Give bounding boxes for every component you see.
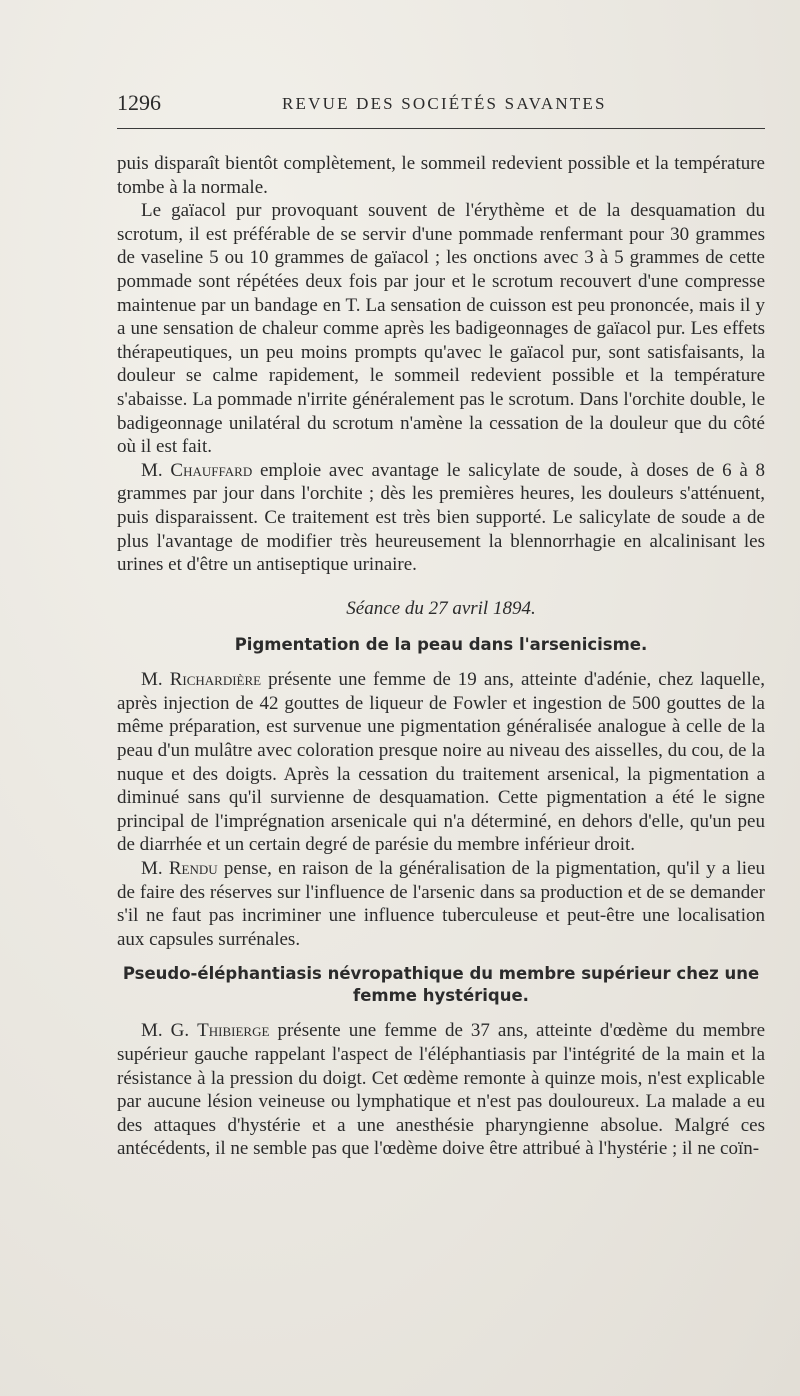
paragraph-richardiere xyxy=(117,668,765,857)
speaker-name: Chauffard xyxy=(170,459,253,481)
page-number: 1296 xyxy=(117,90,161,115)
section-title-arsenicisme: Pigmentation de la peau dans l'arsenicisme. xyxy=(234,635,648,655)
paragraph-continuation: puis disparaît bientôt complètement, le sommeil redevient possible et la température tombe à la normale. xyxy=(117,153,765,198)
paragraph-gaiacol: Le gaïacol pur provoquant souvent de l'érythème et de la desquamation du scrotum, il est préférable de se servir d'une pommade renfermant pour 30 grammes de vaseline 5 ou 10 grammes de gaïacol ; les onctions avec 3 à 5 grammes de cette pommade sont répétées deux fois par jour et le scrotum recouvert d'une compresse maintenue par un bandage en T. La sensation de cuisson est peu prononcée, mais il y a une sensation de chaleur comme après les badigeonnages de gaïacol pur. Les effets thérapeutiques, un peu moins prompts qu'avec le gaïacol pur, sont satisfaisants, la douleur se calme rapidement, le sommeil redevient possible et la température s'abaisse. La pommade n'irrite généralement pas le scrotum. Dans l'orchite double, le badigeonnage unilatéral du scrotum n'amène la cessation de la douleur que du côté où il est fait. xyxy=(117,200,765,458)
paragraph-text: présente une femme de 37 ans, atteinte d'œdème du membre supérieur gauche rappelant l'aspect de l'éléphantiasis par l'intégrité de la main et la résistance à la pression du doigt. Cet œdème remonte à quinze mois, n'est explicable par aucune lésion veineuse ou lymphatique et n'est pas douloureux. La malade a eu des attaques d'hystérie et a une anesthésie pharyngienne absolue. Malgré ces antécédents, il ne semble pas que l'œdème doive être attribué à l'hystérie ; il ne coïn- xyxy=(117,1020,766,1160)
speaker-name: Rendu xyxy=(168,858,218,880)
paragraph-text: présente une femme de 19 ans, atteinte d'adénie, chez laquelle, après injection de 42 gouttes de liqueur de Fowler et ingestion de 500 gouttes de la même préparation, est survenue une pigmentation généralisée analogue à celle de la peau d'un mulâtre avec coloration presque noire au niveau des aisselles, du cou, de la nuque et des doigts. Après la cessation du traitement arsenical, la pigmentation a diminué sans qu'il survienne de desquamation. Cette pigmentation a été le signe principal de l'imprégnation arsenicale qui n'a déterminé, en dehors d'elle, qu'un peu de diarrhée et un certain degré de parésie du membre inférieur droit. xyxy=(117,669,766,856)
speaker-prefix: M. G. xyxy=(141,1020,190,1042)
paragraph-text: emploie avec avantage le salicylate de soude, à doses de 6 à 8 grammes par jour dans l'orchite ; dès les premières heures, les douleurs s'atténuent, puis disparaissent. Ce traitement est très bien supporté. Le salicylate de soude a de plus l'avantage de modifier très heureusement la blennorrhagie en alcalinisant les urines et d'être un antiseptique urinaire. xyxy=(117,459,766,576)
paragraph-text: pense, en raison de la généralisation de la pigmentation, qu'il y a lieu de faire des réserves sur l'influence de l'arsenic dans sa production et de se demander s'il ne faut pas incriminer une influence tuberculeuse et peut-être une localisation aux capsules surrénales. xyxy=(117,858,766,950)
speaker-prefix: M. xyxy=(141,669,163,691)
speaker-prefix: M. xyxy=(141,459,163,481)
section-title-elephantiasis: Pseudo-éléphantiasis névropathique du membre supérieur chez une femme hystérique. xyxy=(122,964,760,1006)
speaker-prefix: M. xyxy=(141,858,163,880)
speaker-name: Thibierge xyxy=(197,1020,270,1042)
running-title: REVUE DES SOCIÉTÉS SAVANTES xyxy=(282,94,607,113)
page-header xyxy=(117,90,765,120)
paragraph-thibierge xyxy=(117,1019,765,1161)
header-rule xyxy=(117,128,765,129)
paragraph-chauffard xyxy=(117,459,765,577)
paragraph-rendu xyxy=(117,857,765,951)
speaker-name: Richardière xyxy=(169,669,262,691)
session-heading: Séance du 27 avril 1894. xyxy=(346,597,536,619)
article-body xyxy=(117,152,765,1161)
